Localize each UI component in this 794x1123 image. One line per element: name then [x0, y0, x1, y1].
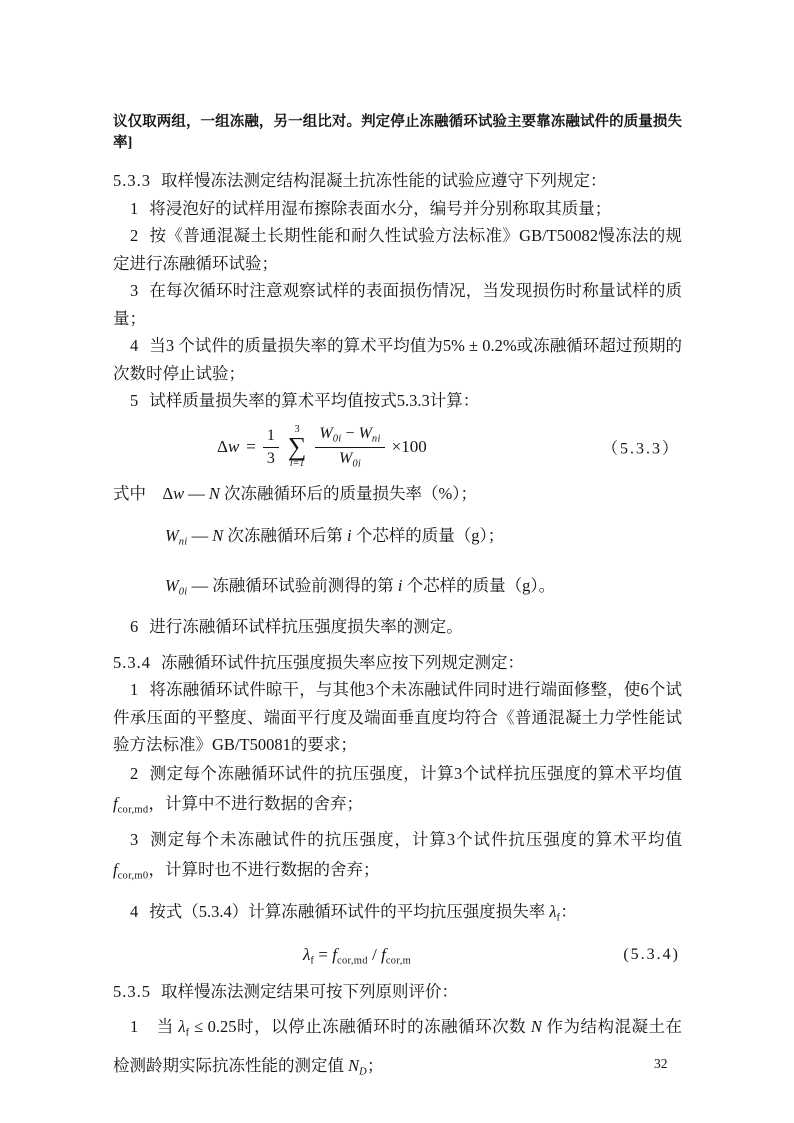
item-number: 3 [130, 830, 139, 850]
delta-w-term: Δw [217, 437, 240, 457]
item-text: 试样质量损失率的算术平均值按式5.3.3计算： [149, 391, 480, 410]
item-text: 将浸泡好的试样用湿布擦除表面水分，编号并分别称取其质量； [149, 198, 612, 218]
where-clause-w-ni: $W_{ni}$ — N 次冻融循环后第 i 个芯样的质量（g）； [165, 526, 505, 548]
summation-lower-limit: i=1 [289, 458, 305, 470]
item-text: 在每次循环时注意观察试样的表面损伤情况，当发现损伤时称量试样的质量； [113, 281, 682, 328]
equation-5-3-4-label: (5.3.4) [623, 946, 680, 964]
item-text: 当 $\lambda_f \le 0.25$时，以停止冻融循环时的冻融循环次数 N 作为结构混凝土在检测龄期实际抗冻性能的测定值 $N_D$； [113, 1016, 683, 1078]
fraction-denominator: 3 [266, 449, 275, 467]
clause-5-3-4-item-2 [113, 759, 682, 826]
clause-5-3-4-number: 5.3.4 [113, 652, 151, 672]
clause-5-3-3-title: 取样慢冻法测定结构混凝土抗冻性能的试验应遵守下列规定： [161, 171, 607, 190]
item-text: 进行冻融循环试样抗压强度损失率的测定。 [149, 617, 463, 637]
item-text: 测定每个未冻融试件的抗压强度，计算3个试件抗压强度的算术平均值 $f_{cor,m0}$，计算时也不进行数据的舍弃； [113, 830, 682, 882]
clause-5-3-3-heading [113, 167, 682, 195]
clause-5-3-4-title: 冻融循环试件抗压强度损失率应按下列规定测定： [161, 652, 524, 672]
item-number: 1 [130, 1016, 139, 1036]
item-number: 4 [130, 336, 139, 355]
clause-5-3-3-item-1 [113, 195, 682, 223]
mass-loss-fraction [315, 424, 384, 471]
clause-5-3-3-item-2 [113, 222, 682, 277]
bracket-note-continuation: 议仅取两组，一组冻融，另一组比对。判定停止冻融循环试验主要靠冻融试件的质量损失率] [113, 114, 682, 151]
equation-5-3-3 [113, 424, 682, 471]
one-third-fraction [263, 426, 279, 467]
equation-5-3-3-label: （5.3.3） [601, 440, 680, 458]
fraction-numerator: 1 [263, 426, 279, 447]
summation-upper-limit: 3 [294, 423, 300, 435]
item-number: 4 [130, 901, 139, 921]
item-text: 测定每个冻融循环试件的抗压强度，计算3个试样抗压强度的算术平均值 $f_{cor,md}$，计算中不进行数据的舍弃； [113, 763, 682, 816]
clause-5-3-3-item-4 [113, 332, 682, 387]
clause-5-3-3-item-3 [113, 277, 682, 332]
fraction-numerator: $W_{0i} - W_{ni}$ [315, 424, 384, 448]
clause-5-3-4-item-1 [113, 676, 682, 759]
item-text: 按《普通混凝土长期性能和耐久性试验方法标准》GB/T50082慢冻法的规定进行冻融循环试验； [113, 226, 682, 273]
clause-5-3-5-number: 5.3.5 [113, 982, 151, 1002]
clause-5-3-3-item-5 [113, 387, 682, 415]
item-text: 当3 个试件的质量损失率的算术平均值为5% ± 0.2%或冻融循环超过预期的次数时停止试验； [113, 336, 682, 383]
clause-5-3-3-number: 5.3.3 [113, 171, 151, 190]
equation-5-3-4 [113, 945, 682, 967]
where-clause-delta-w: 式中 Δw — N 次冻融循环后的质量损失率（%）； [113, 483, 478, 503]
summation-operator [288, 425, 307, 470]
item-number: 1 [130, 198, 139, 218]
item-number: 2 [130, 226, 139, 245]
clause-5-3-4-item-3 [113, 825, 682, 892]
where-clause-w-0i: $W_{0i}$ — 冻融循环试验前测得的第 i 个芯样的质量（g）。 [165, 575, 556, 598]
item-number: 3 [130, 281, 139, 300]
equation-5-3-3-body [217, 424, 427, 471]
fraction-denominator: $W_{0i}$ [338, 449, 362, 470]
clause-5-3-4-item-4 [113, 898, 682, 932]
equals-sign: = [246, 437, 256, 457]
clause-5-3-5-item-1 [113, 1010, 682, 1089]
sigma-icon: ∑ [287, 431, 307, 461]
item-number: 5 [130, 391, 139, 410]
item-text: 按式（5.3.4）计算冻融循环试件的平均抗压强度损失率 $\lambda_f$： [149, 901, 577, 924]
item-number: 1 [130, 680, 139, 700]
clause-5-3-4-heading [113, 649, 682, 677]
page-number: 32 [654, 1056, 668, 1071]
clause-5-3-3-item-6 [113, 613, 682, 641]
clause-5-3-5-heading [113, 978, 682, 1006]
item-text: 将冻融循环试件晾干，与其他3个未冻融试件同时进行端面修整，使6个试件承压面的平整度、端面平行度及端面垂直度均符合《普通混凝土力学性能试验方法标准》GB/T50081的要求； [113, 680, 682, 755]
clause-5-3-5-title: 取样慢冻法测定结果可按下列原则评价： [161, 982, 458, 1002]
equation-5-3-4-body: $\lambda_f = f_{cor,md} / f_{cor,m}$ [303, 944, 412, 967]
item-number: 2 [130, 763, 139, 783]
item-number: 6 [130, 617, 139, 637]
times-100-term: ×100 [391, 437, 427, 457]
